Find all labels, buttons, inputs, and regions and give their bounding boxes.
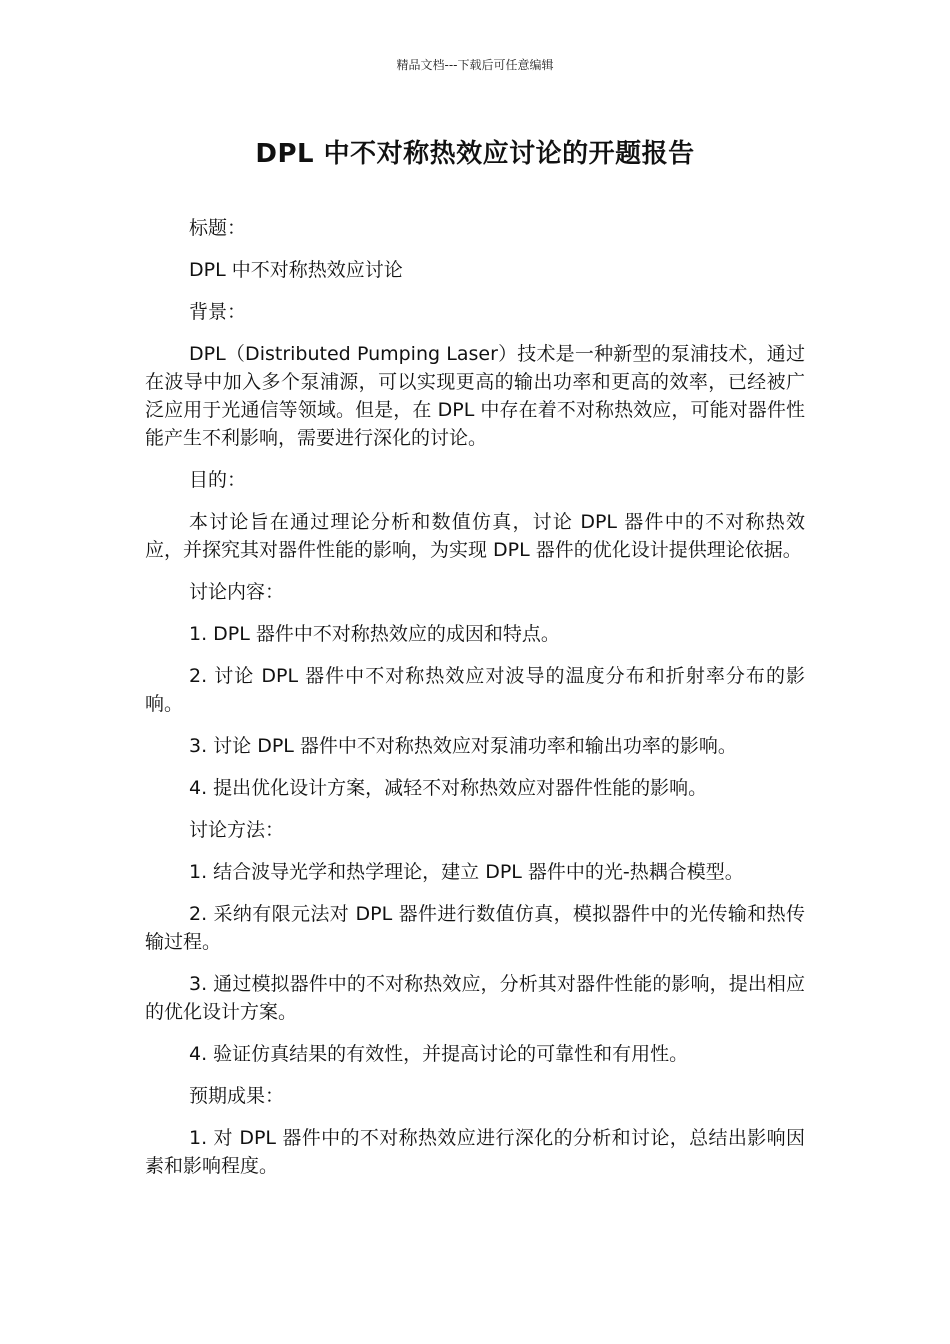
paragraph-title-label: 标题： bbox=[189, 217, 247, 239]
list-item: 4. 验证仿真结果的有效性，并提高讨论的可靠性和有用性。 bbox=[189, 1043, 689, 1065]
document-title: DPL 中不对称热效应讨论的开题报告 bbox=[255, 139, 695, 169]
page-header: 精品文档---下载后可任意编辑 bbox=[396, 58, 554, 72]
paragraph-method-label: 讨论方法： bbox=[189, 819, 285, 841]
paragraph-content-label: 讨论内容： bbox=[189, 581, 285, 603]
paragraph-outcome-label: 预期成果： bbox=[189, 1085, 285, 1107]
list-item: 1. DPL 器件中不对称热效应的成因和特点。 bbox=[189, 623, 560, 645]
paragraph-background-label: 背景： bbox=[189, 301, 247, 323]
list-item: 3. 讨论 DPL 器件中不对称热效应对泵浦功率和输出功率的影响。 bbox=[189, 735, 737, 757]
document-body bbox=[145, 214, 805, 1194]
paragraph-background-text: DPL（Distributed Pumping Laser）技术是一种新型的泵浦技术，通过在波导中加入多个泵浦源，可以实现更高的输出功率和更高的效率，已经被广泛应用于光通信等领域。但是，在 DPL 中存在着不对称热效应，可能对器件性能产生不利影响，需要进行深化的讨论。 bbox=[145, 343, 805, 449]
list-item: 3. 通过模拟器件中的不对称热效应，分析其对器件性能的影响，提出相应的优化设计方案。 bbox=[145, 973, 805, 1023]
list-item: 1. 结合波导光学和热学理论，建立 DPL 器件中的光-热耦合模型。 bbox=[189, 861, 744, 883]
list-item: 4. 提出优化设计方案，减轻不对称热效应对器件性能的影响。 bbox=[189, 777, 708, 799]
paragraph-purpose-text: 本讨论旨在通过理论分析和数值仿真，讨论 DPL 器件中的不对称热效应，并探究其对器件性能的影响，为实现 DPL 器件的优化设计提供理论依据。 bbox=[145, 511, 805, 561]
list-item: 2. 讨论 DPL 器件中不对称热效应对波导的温度分布和折射率分布的影响。 bbox=[145, 665, 805, 715]
list-item: 1. 对 DPL 器件中的不对称热效应进行深化的分析和讨论，总结出影响因素和影响程度。 bbox=[145, 1127, 805, 1177]
list-item: 2. 采纳有限元法对 DPL 器件进行数值仿真，模拟器件中的光传输和热传输过程。 bbox=[145, 903, 805, 953]
paragraph-purpose-label: 目的： bbox=[189, 469, 247, 491]
paragraph-title-value: DPL 中不对称热效应讨论 bbox=[189, 259, 403, 281]
